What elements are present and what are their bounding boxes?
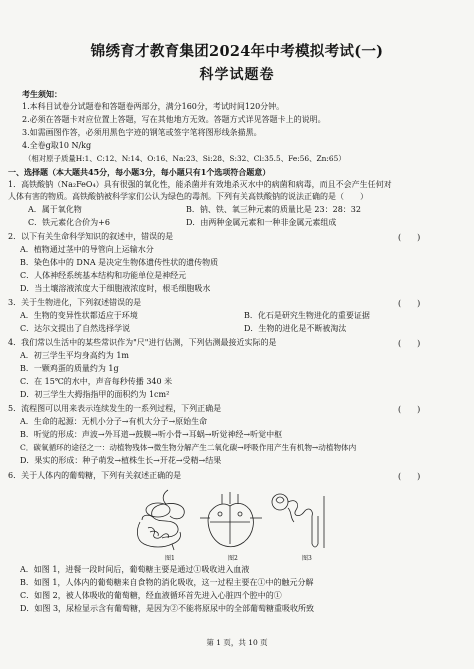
q3-option-d: D．生物的进化是不断被淘汰 [244, 324, 347, 333]
note-4: 4.全卷g取10 N/kg [22, 141, 92, 150]
q1-stem-2: 人体有害的物质。高铁酸钠被科学家们公认为绿色的毒剂。下列有关高铁酸钠的说法正确的是（ ） [8, 192, 368, 201]
q2-stem: 2．以下有关生命科学知识的叙述中，错误的是 [8, 232, 174, 241]
q4-answer-paren: ( ) [398, 339, 421, 348]
exam-subtitle: 科学试题卷 [199, 67, 275, 83]
q6-option-d: D．如图 3，尿检显示含有葡萄糖，是因为②不能将原尿中的全部葡萄糖重吸收所致 [20, 604, 315, 613]
q5-stem: 5．流程图可以用来表示连续发生的一系列过程，下列正确是 [8, 404, 222, 413]
q3-stem: 3．关于生物进化，下列叙述错误的是 [8, 298, 142, 307]
q2-answer-paren: ( ) [398, 233, 421, 242]
q4-option-d: D．初三学生大拇指指甲的面积约为 1cm² [20, 390, 170, 399]
q5-option-b: B．听觉的形成：声波→外耳道→鼓膜→听小骨→耳蜗→听觉神经→听觉中枢 [20, 430, 283, 439]
note-2: 2.必须在答题卡对应位置上答题，写在其他地方无效。答题方式详见答题卡上的说明。 [22, 115, 326, 124]
q1-option-b: B．钠、铁、氧三种元素的质量比是 23：28：32 [186, 205, 361, 214]
q1-option-c: C．铁元素化合价为+6 [28, 218, 110, 227]
page-footer: 第 1 页，共 10 页 [206, 638, 268, 647]
q4-option-b: B．一颗鸡蛋的质量约为 1g [20, 364, 119, 373]
q5-option-a: A．生命的起源：无机小分子→有机大分子→原始生命 [20, 417, 208, 426]
q4-stem: 4．我们常以生活中的某些常识作为"尺"进行估测，下列估测最接近实际的是 [8, 338, 277, 347]
section-heading: 一、选择题（本大题共45分，每小题3分，每小题只有1个选项符合题意） [8, 167, 271, 177]
q2-option-c: C．人体神经系统基本结构和功能单位是神经元 [20, 271, 187, 280]
q6-option-c: C．如图 2，被人体吸收的葡萄糖，经血液循环首先进入心脏四个腔中的① [20, 591, 282, 600]
note-3: 3.如需画图作答，必须用黑色字迹的钢笔或签字笔将图形线条描黑。 [22, 128, 262, 137]
heart-figure [196, 488, 266, 550]
q4-option-c: C．在 15℃的水中，声音每秒传播 340 米 [20, 377, 173, 386]
figure-2-caption: 图2 [228, 555, 238, 562]
q2-option-b: B．染色体中的 DNA 是决定生物体遗传性状的遗传物质 [20, 258, 219, 267]
q5-option-d: D．果实的形成：种子萌发→植株生长→开花→受精→结果 [20, 456, 222, 465]
q3-option-a: A．生物的变异性状都适应于环境 [20, 311, 138, 320]
q4-option-a: A．初三学生平均身高约为 1m [20, 351, 129, 360]
note-1: 1.本科目试卷分试题卷和答题卷两部分，满分160分，考试时间120分钟。 [22, 102, 285, 111]
exam-title: 锦绣育才教育集团2024年中考模拟考试(一) [90, 43, 384, 60]
q6-option-b: B．如图 1，人体内的葡萄糖来自食物的消化吸收，这一过程主要在①中的触元分解 [20, 578, 314, 587]
q3-option-b: B．化石是研究生物进化的重要证据 [244, 311, 370, 320]
q1-stem-1: 1．高铁酸钠（Na₂FeO₄）具有很强的氧化性，能杀菌并有效地杀灭水中的病菌和病毒，而且不会产生任何对 [8, 180, 392, 189]
q5-option-c: C．碳氧循环的途径之一：动植物残体→微生物分解产生二氧化碳→呼吸作用产生有机物→动植物体内 [20, 443, 357, 452]
q6-option-a: A．如图 1，进餐一段时间后，葡萄糖主要是通过①吸收进入血液 [20, 565, 250, 574]
q5-answer-paren: ( ) [398, 405, 421, 414]
q2-option-d: D．当土壤溶液浓度大于细胞液浓度时，根毛细胞吸水 [20, 284, 211, 293]
figure-1-caption: 图1 [165, 555, 175, 562]
figure-3-caption: 图3 [302, 555, 312, 562]
nephron-figure [266, 488, 336, 550]
q1-option-a: A．属于氧化物 [28, 205, 82, 214]
q6-stem: 6．关于人体内的葡萄糖，下列有关叙述正确的是 [8, 471, 182, 480]
q3-answer-paren: ( ) [398, 299, 421, 308]
q1-option-d: D．由两种金属元素和一种非金属元素组成 [186, 218, 337, 227]
q3-option-c: C．达尔文提出了自然选择学说 [20, 324, 131, 333]
note-5: （相对原子质量H:1、C:12、N:14、O:16、Na:23、Si:28、S:32、Cl:35.5、Fe:56、Zn:65） [24, 154, 346, 163]
q6-answer-paren: ( ) [398, 472, 421, 481]
notes-heading: 考生须知： [22, 89, 62, 99]
q2-option-a: A．植物通过茎中的导管向上运输水分 [20, 245, 154, 254]
